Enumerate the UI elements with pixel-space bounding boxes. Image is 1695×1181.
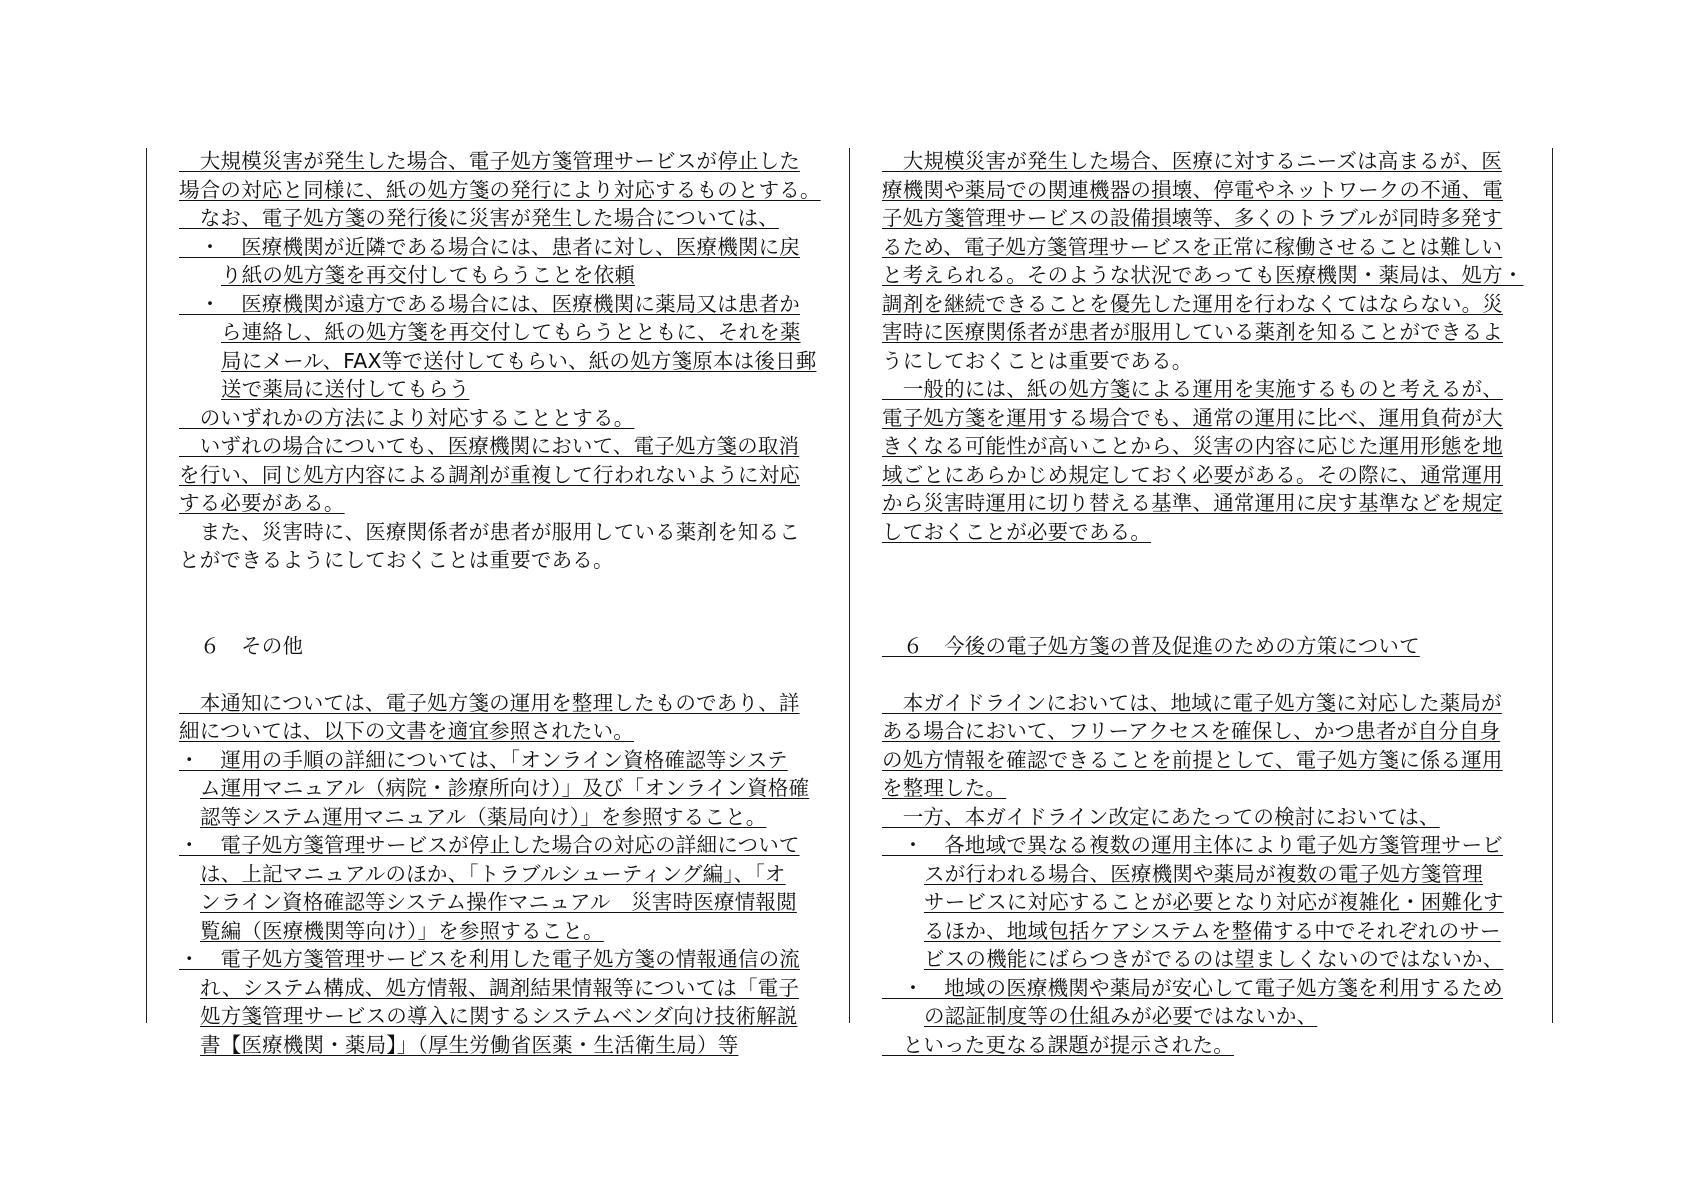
text-line: を整理した。: [882, 776, 1007, 800]
text-line: ビスの機能にばらつきがでるのは望ましくないのではないか、: [924, 947, 1504, 971]
text-line: ・ 運用の手順の詳細については、「オンライン資格確認等システ: [179, 747, 788, 772]
text-line: ・ 地域の医療機関や薬局が安心して電子処方箋を利用するため: [882, 975, 1503, 1000]
text-line: ム運用マニュアル（病院・診療所向け）」及び「オンライン資格確: [200, 776, 810, 800]
text-line: の認証制度等の仕組みが必要ではないか、: [924, 1004, 1318, 1028]
text-line: ・ 電子処方箋管理サービスを利用した電子処方箋の情報通信の流: [179, 947, 800, 971]
text-line: 処方箋管理サービスの導入に関するシステムベンダ向け技術解説: [200, 1004, 798, 1028]
text-line: り紙の処方箋を再交付してもらうことを依頼: [221, 263, 635, 287]
text-line: 大規模災害が発生した場合、医療に対するニーズは高まるが、医: [882, 149, 1502, 173]
text-line: は、上記マニュアルのほか、「トラブルシューティング編」、「オ: [200, 861, 786, 886]
text-line: なお、電子処方箋の発行後に災害が発生した場合については、: [179, 206, 779, 230]
text-line: 局にメール、FAX等で送付してもらい、紙の処方箋原本は後日郵: [221, 348, 817, 373]
text-line: 本ガイドラインにおいては、地域に電子処方箋に対応した薬局が: [882, 690, 1502, 715]
text-line: 送で薬局に送付してもらう: [221, 377, 470, 401]
text-line: 子処方箋管理サービスの設備損壊等、多くのトラブルが同時多発す: [882, 206, 1503, 230]
table-border-middle: [849, 148, 850, 1023]
text-line: ら連絡し、紙の処方箋を再交付してもらうとともに、それを薬: [221, 320, 801, 344]
text-line: と考えられる。そのような状況であっても医療機関・薬局は、処方・: [882, 263, 1524, 287]
text-line: ６ 今後の電子処方箋の普及促進のための方策について: [882, 633, 1420, 658]
text-line: のいずれかの方法により対応することとする。: [179, 405, 635, 430]
text-line: しておくことが必要である。: [882, 519, 1152, 544]
text-line: ある場合において、フリーアクセスを確保し、かつ患者が自分自身: [882, 719, 1501, 743]
text-line: うにしておくことは重要である。: [882, 348, 1193, 373]
text-line: 害時に医療関係者が患者が服用している薬剤を知ることができるよ: [882, 320, 1503, 344]
text-line: を行い、同じ処方内容による調剤が重複して行われないように対応: [179, 462, 800, 487]
text-line: 細については、以下の文書を適宜参照されたい。: [179, 719, 634, 743]
text-line: ンライン資格確認等システム操作マニュアル 災害時医療情報閲: [200, 890, 797, 914]
text-line: 電子処方箋を運用する場合でも、通常の運用に比べ、運用負荷が大: [882, 405, 1503, 430]
text-line: サービスに対応することが必要となり対応が複雑化・困難化す: [924, 890, 1504, 914]
text-line: るほか、地域包括ケアシステムを整備する中でそれぞれのサー: [924, 918, 1501, 943]
text-line: する必要がある。: [179, 491, 345, 515]
text-line: ・ 医療機関が近隣である場合には、患者に対し、医療機関に戻: [179, 234, 800, 259]
text-line: 療機関や薬局での関連機器の損壊、停電やネットワークの不通、電: [882, 177, 1503, 202]
text-line: 認等システム運用マニュアル（薬局向け）」を参照すること。: [200, 804, 767, 829]
text-line: から災害時運用に切り替える基準、通常運用に戻す基準などを規定: [882, 491, 1503, 515]
text-line: きくなる可能性が高いことから、災害の内容に応じた運用形態を地: [882, 434, 1503, 458]
text-line: の処方情報を確認できることを前提として、電子処方箋に係る運用: [882, 747, 1503, 772]
text-line: 大規模災害が発生した場合、電子処方箋管理サービスが停止した: [179, 149, 800, 173]
table-border-left: [146, 148, 147, 1023]
text-line: 書【医療機関・薬局】」（厚生労働省医薬・生活衛生局）等: [200, 1032, 739, 1057]
text-line: ・ 医療機関が遠方である場合には、医療機関に薬局又は患者か: [179, 291, 800, 316]
table-border-right: [1552, 148, 1553, 1023]
text-line: れ、システム構成、処方情報、調剤結果情報等については「電子: [200, 975, 800, 1000]
text-line: 一方、本ガイドライン改定にあたっての検討においては、: [882, 804, 1440, 829]
text-line: 調剤を継続できることを優先した運用を行わなくてはならない。災: [882, 291, 1503, 316]
text-line: ・ 各地域で異なる複数の運用主体により電子処方箋管理サービ: [882, 833, 1503, 857]
text-line: いずれの場合についても、医療機関において、電子処方箋の取消: [179, 434, 800, 458]
text-line: といった更なる課題が提示された。: [882, 1032, 1234, 1057]
text-line: 場合の対応と同様に、紙の処方箋の発行により対応するものとする。: [179, 177, 821, 202]
text-line: 一般的には、紙の処方箋による運用を実施するものと考えるが、: [882, 377, 1503, 401]
text-line: るため、電子処方箋管理サービスを正常に稼働させることは難しい: [882, 234, 1503, 259]
text-line: また、災害時に、医療関係者が患者が服用している薬剤を知るこ: [179, 519, 800, 544]
text-line: 域ごとにあらかじめ規定しておく必要がある。その際に、通常運用: [882, 462, 1503, 487]
text-line: ６ その他: [179, 633, 304, 658]
text-line: スが行われる場合、医療機関や薬局が複数の電子処方箋管理: [924, 861, 1483, 886]
text-line: とができるようにしておくことは重要である。: [179, 548, 614, 572]
text-line: ・ 電子処方箋管理サービスが停止した場合の対応の詳細について: [179, 833, 800, 857]
text-line: 本通知については、電子処方箋の運用を整理したものであり、詳: [179, 690, 800, 715]
text-line: 覧編（医療機関等向け）」を参照すること。: [200, 918, 604, 943]
